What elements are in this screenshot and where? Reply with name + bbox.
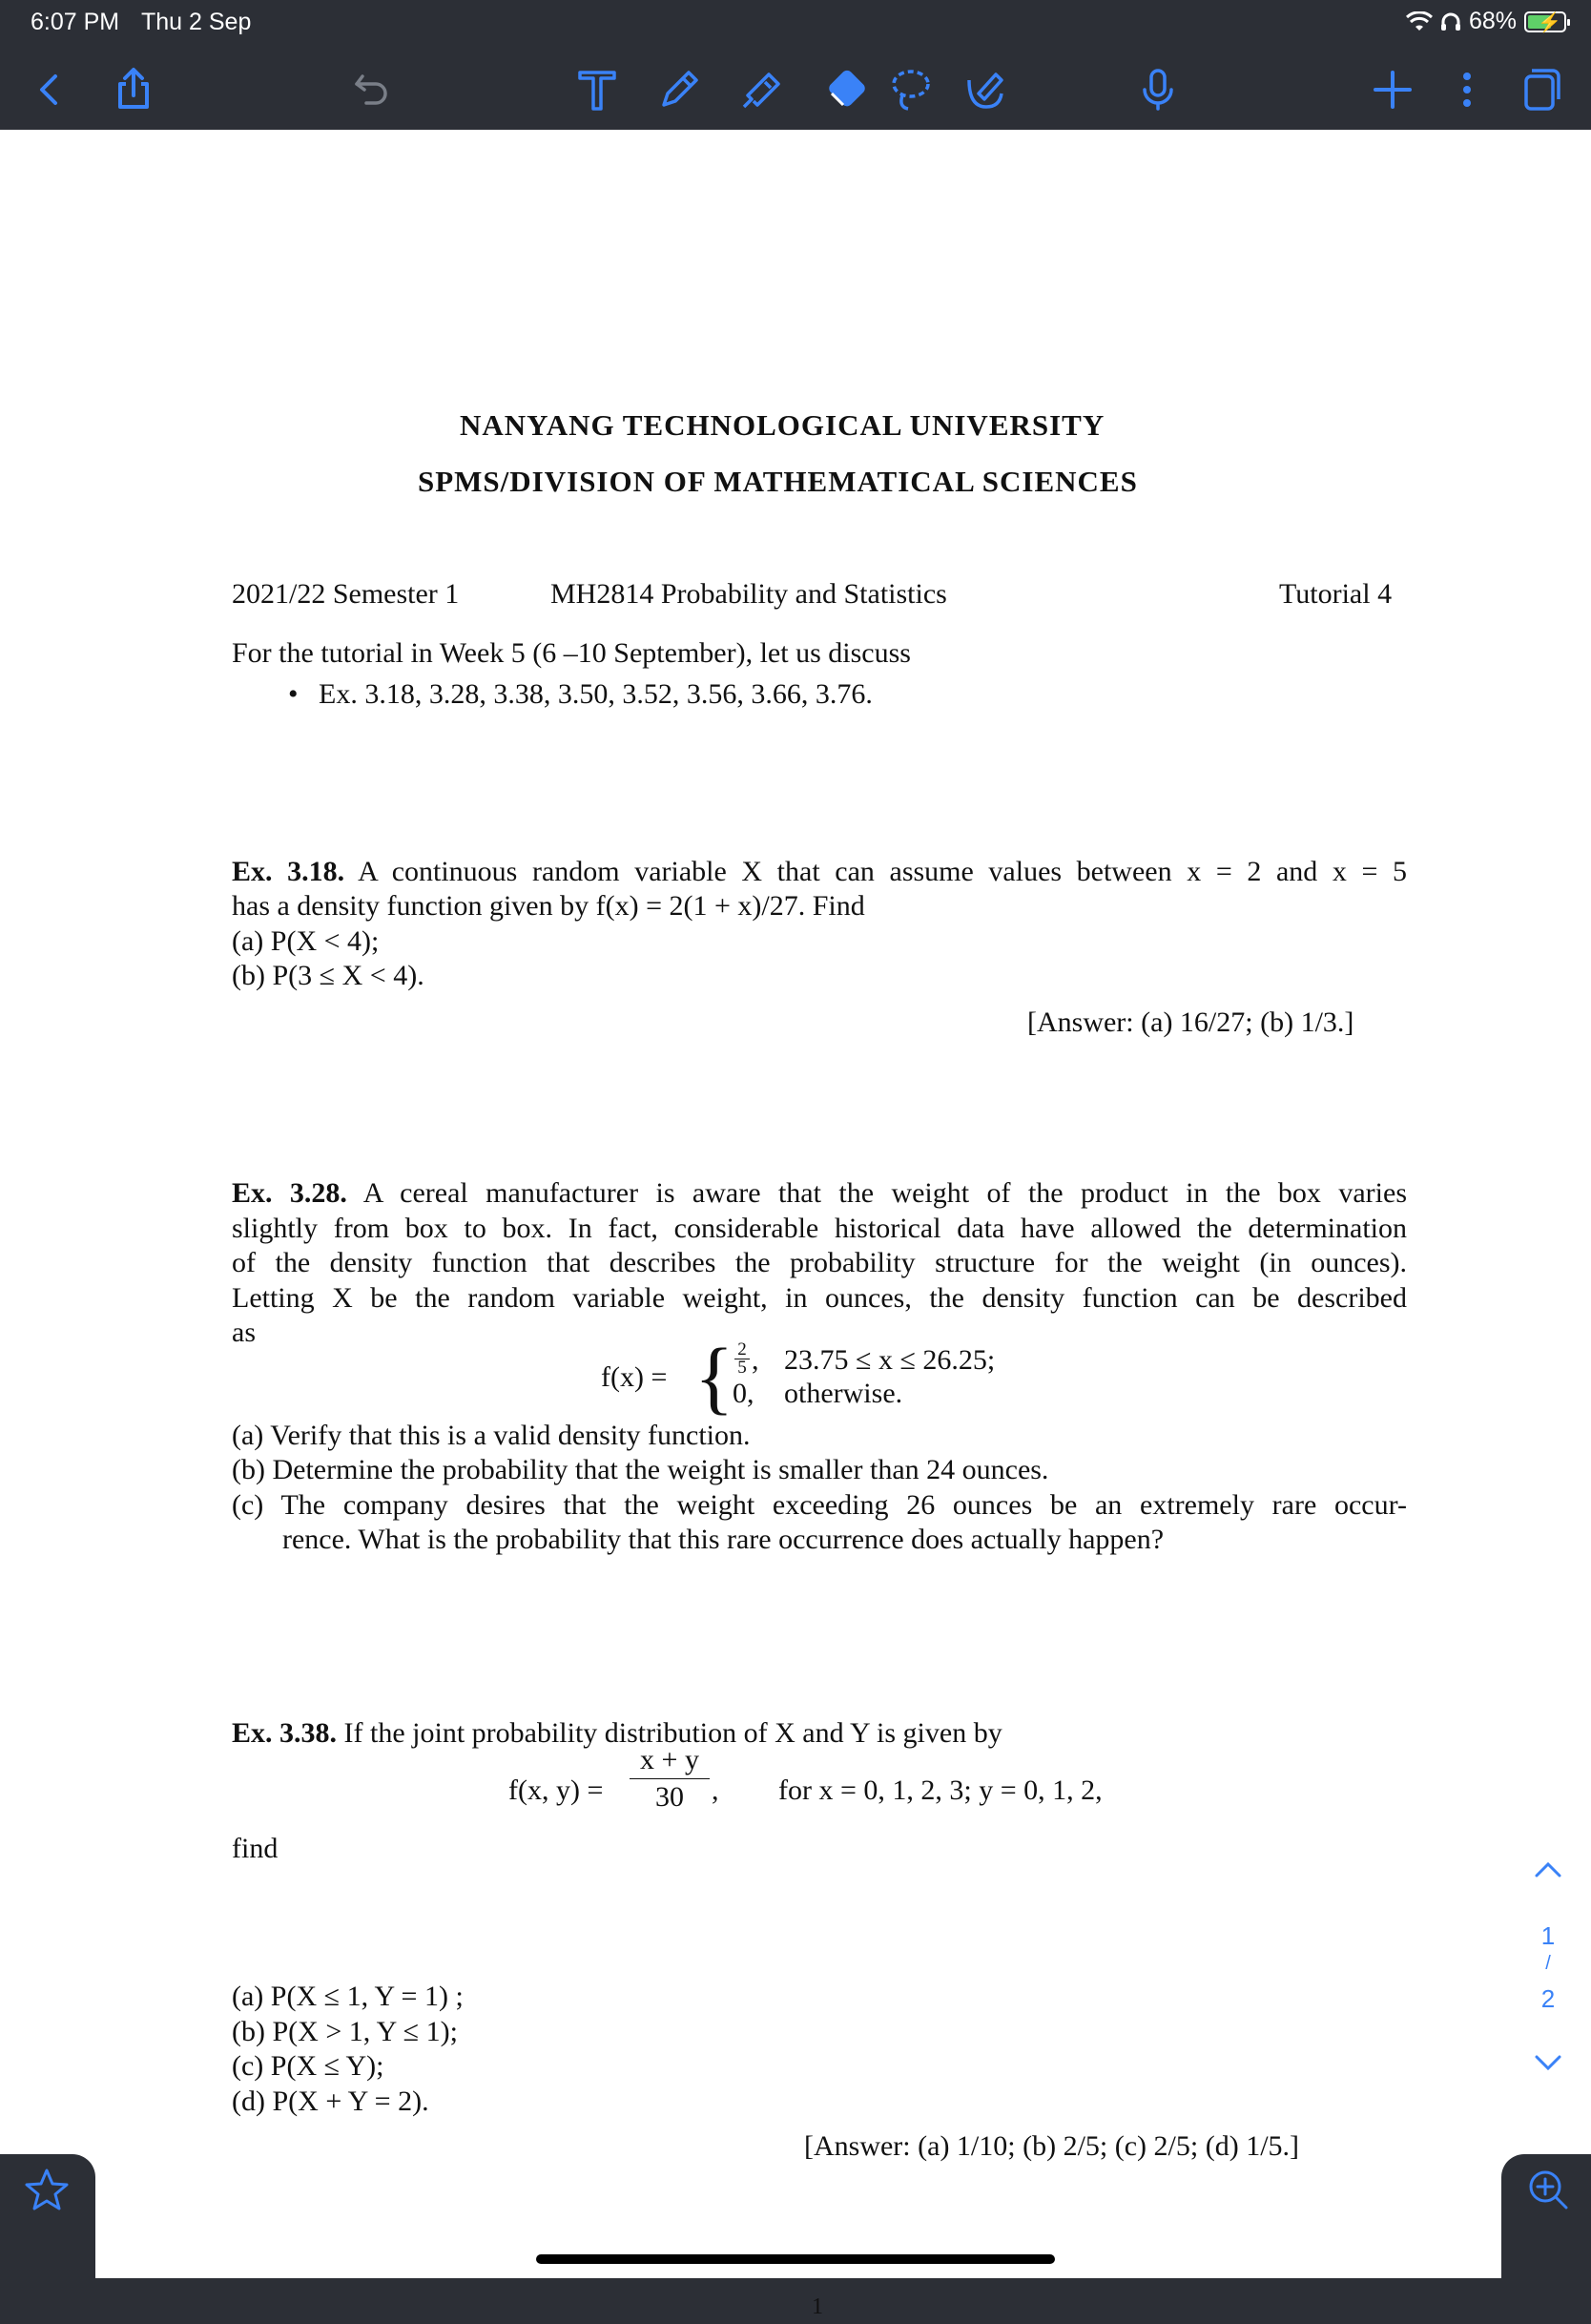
toolbar	[0, 46, 1591, 130]
page-number: 1	[812, 2294, 823, 2319]
total-pages: 2	[1540, 1984, 1556, 2013]
ex328-case2-val: 0,	[733, 1378, 754, 1409]
status-right	[1406, 8, 1566, 35]
ex328-line3: of the density function that describes the probability structure for the weight (in ounces).	[232, 1247, 1407, 1278]
wifi-icon	[1406, 11, 1433, 32]
ex338-answer: [Answer: (a) 1/10; (b) 2/5; (c) 2/5; (d) 1/5.]	[804, 2130, 1300, 2162]
undo-icon[interactable]	[345, 63, 399, 116]
ex328-part-a: (a) Verify that this is a valid density function.	[232, 1420, 751, 1451]
ex328-part-b: (b) Determine the probability that the weight is smaller than 24 ounces.	[232, 1454, 1049, 1485]
tutorial-label: Tutorial 4	[1279, 578, 1393, 610]
ex328-line4: Letting X be the random variable weight, in ounces, the density function can be described	[232, 1282, 1407, 1314]
ex328-case1-comma: ,	[752, 1344, 759, 1376]
university-heading: NANYANG TECHNOLOGICAL UNIVERSITY	[460, 408, 1105, 442]
pen-icon[interactable]	[652, 63, 706, 116]
shape-icon[interactable]	[958, 63, 1011, 116]
lasso-icon[interactable]	[883, 63, 937, 116]
ex318-line2: has a density function given by f(x) = 2(1 + x)/27. Find	[232, 890, 865, 922]
battery-percent: 68%	[1468, 8, 1517, 34]
ex338-part-c: (c) P(X ≤ Y);	[232, 2050, 384, 2082]
more-icon[interactable]	[1440, 63, 1494, 116]
page-separator: /	[1545, 1953, 1551, 1974]
ex328-case1-cond: 23.75 ≤ x ≤ 26.25;	[784, 1344, 996, 1376]
ex338-part-d: (d) P(X + Y = 2).	[232, 2085, 429, 2117]
ex338-f-lhs: f(x, y) =	[508, 1774, 604, 1806]
current-page: 1	[1540, 1921, 1556, 1950]
ex328-label: Ex. 3.28.	[232, 1177, 347, 1209]
ex328-line1: Ex. 3.28. A cereal manufacturer is aware that the weight of the product in the box varies	[232, 1177, 1407, 1209]
ex338-part-a: (a) P(X ≤ 1, Y = 1) ;	[232, 1981, 464, 2012]
share-icon[interactable]	[107, 63, 160, 116]
ex338-line1: Ex. 3.38. If the joint probability distribution of X and Y is given by	[232, 1717, 1002, 1749]
battery-icon: ⚡	[1524, 11, 1566, 32]
chevron-down-icon[interactable]	[1534, 2053, 1562, 2074]
semester-label: 2021/22 Semester 1	[232, 578, 460, 610]
text-tool-icon[interactable]	[570, 63, 624, 116]
ex328-f-lhs: f(x) =	[601, 1361, 668, 1393]
ex338-domain: for x = 0, 1, 2, 3; y = 0, 1, 2,	[778, 1774, 1103, 1806]
intro-text: For the tutorial in Week 5 (6 –10 September), let us discuss	[232, 637, 911, 669]
ex338-comma: ,	[712, 1774, 719, 1806]
status-bar	[0, 0, 1591, 46]
favorite-tab	[0, 2154, 95, 2278]
add-page-icon[interactable]	[1366, 63, 1419, 116]
ex338-label: Ex. 3.38.	[232, 1717, 338, 1749]
status-time: 6:07 PM	[31, 9, 120, 35]
zoom-in-icon[interactable]	[1524, 2166, 1572, 2213]
document-content	[0, 130, 1591, 2319]
ex318-part-b: (b) P(3 ≤ X < 4).	[232, 960, 424, 991]
ex318-part-a: (a) P(X < 4);	[232, 925, 380, 957]
ex338-find: find	[232, 1833, 279, 1864]
ex328-part-c2: rence. What is the probability that this rare occurrence does actually happen?	[282, 1524, 1165, 1555]
ex328-case1-frac: 2 5	[734, 1341, 750, 1377]
bullet-dot: •	[288, 678, 299, 710]
pages-icon[interactable]	[1513, 63, 1566, 116]
ex318-line1: Ex. 3.18. A continuous random variable X that can assume values between x = 2 and x = 5	[232, 856, 1407, 887]
highlighter-icon[interactable]	[734, 63, 788, 116]
eraser-icon[interactable]	[820, 63, 874, 116]
headphones-icon	[1440, 11, 1461, 32]
ex338-fraction: x + y 30	[630, 1742, 710, 1816]
ex328-case2-cond: otherwise.	[784, 1378, 903, 1409]
back-chevron-icon[interactable]	[23, 63, 76, 116]
home-indicator[interactable]	[536, 2254, 1055, 2264]
chevron-up-icon[interactable]	[1534, 1858, 1562, 1879]
microphone-icon[interactable]	[1131, 63, 1185, 116]
ex328-brace: {	[694, 1331, 734, 1422]
ex318-answer: [Answer: (a) 16/27; (b) 1/3.]	[1027, 1006, 1354, 1038]
division-heading: SPMS/DIVISION OF MATHEMATICAL SCIENCES	[418, 465, 1138, 498]
course-title: MH2814 Probability and Statistics	[550, 578, 947, 610]
star-icon[interactable]	[23, 2166, 71, 2213]
ex328-line2: slightly from box to box. In fact, considerable historical data have allowed the determination	[232, 1213, 1407, 1244]
ex318-label: Ex. 3.18.	[232, 856, 345, 887]
ex338-part-b: (b) P(X > 1, Y ≤ 1);	[232, 2016, 458, 2047]
ex328-part-c1: (c) The company desires that the weight exceeding 26 ounces be an extremely rare occur-	[232, 1489, 1407, 1521]
page-navigator	[1505, 1841, 1591, 2089]
ex328-line5: as	[232, 1317, 256, 1348]
exercise-list: Ex. 3.18, 3.28, 3.38, 3.50, 3.52, 3.56, 3.66, 3.76.	[319, 678, 873, 710]
zoom-tab	[1501, 2154, 1591, 2278]
status-date: Thu 2 Sep	[141, 9, 252, 35]
